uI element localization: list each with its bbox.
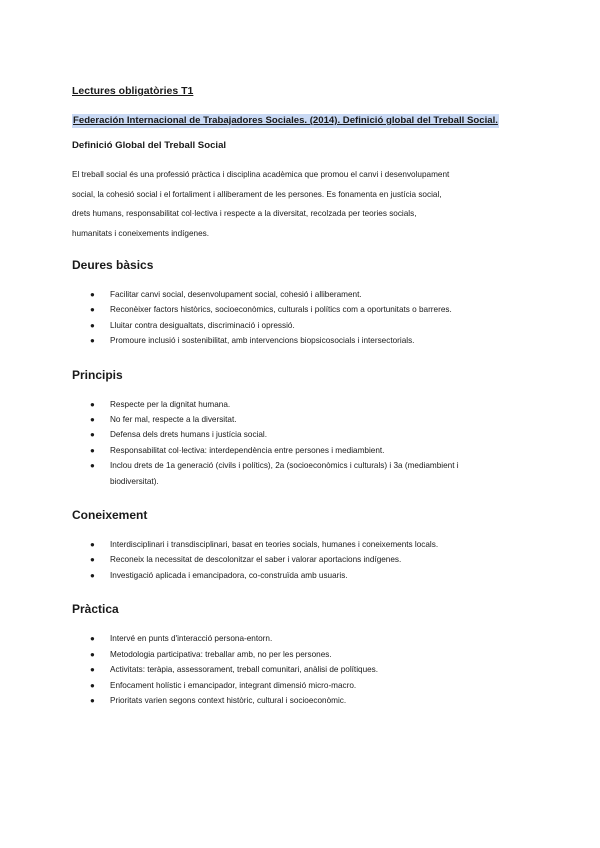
list-item — [72, 318, 532, 333]
section-subtitle: Definició Global del Treball Social — [72, 140, 227, 151]
bullet-icon: ● — [90, 540, 95, 550]
list-item — [72, 647, 532, 662]
intro-paragraph — [72, 165, 532, 243]
bullet-list — [72, 537, 532, 583]
list-item — [72, 662, 532, 677]
bullet-list — [72, 631, 532, 708]
document-content — [72, 84, 532, 726]
list-item-text: Prioritats varien segons context històric, cultural i socioeconòmic. — [110, 695, 347, 705]
bullet-icon: ● — [90, 665, 95, 675]
list-item-text: Promoure inclusió i sostenibilitat, amb intervencions biopsicosocials i intersectorials. — [110, 336, 415, 346]
list-item-text: Lluitar contra desigualtats, discriminació i opressió. — [110, 320, 295, 330]
bullet-icon: ● — [90, 399, 95, 409]
list-item-text: biodiversitat). — [110, 476, 159, 486]
intro-line: drets humans, responsabilitat col·lectiva i respecte a la diversitat, recolzada per teories socials, — [72, 209, 417, 218]
list-item — [72, 397, 532, 412]
list-item-text: Reconèixer factors històrics, socioeconòmics, culturals i polítics com a oportunitats o barreres. — [110, 305, 452, 315]
bullet-icon: ● — [90, 555, 95, 565]
list-item — [72, 302, 532, 317]
list-item — [72, 333, 532, 348]
list-item — [72, 568, 532, 583]
list-item-text: Inclou drets de 1a generació (civils i polítics), 2a (socioeconòmics i culturals) i 3a (mediambient i — [110, 461, 459, 471]
list-item-text: Intervé en punts d'interacció persona-entorn. — [110, 634, 273, 644]
list-item — [72, 678, 532, 693]
list-item-text: Respecte per la dignitat humana. — [110, 399, 231, 409]
bullet-icon: ● — [90, 570, 95, 580]
bullet-icon: ● — [90, 305, 95, 315]
list-item — [72, 287, 532, 302]
list-item-text: Defensa dels drets humans i justícia social. — [110, 430, 268, 440]
list-item — [72, 427, 532, 442]
list-item-text: Reconeix la necessitat de descolonitzar el saber i valorar aportacions indígenes. — [110, 555, 402, 565]
bullet-icon: ● — [90, 461, 95, 471]
list-item-text: Metodologia participativa: treballar amb, no per les persones. — [110, 649, 332, 659]
intro-line: social, la cohesió social i el fortaliment i alliberament de les persones. Es fonamenta en justícia social, — [72, 189, 442, 199]
bullet-icon: ● — [90, 415, 95, 425]
list-item-text: Investigació aplicada i emancipadora, co-construïda amb usuaris. — [110, 570, 348, 580]
list-item — [72, 443, 532, 458]
sections-container — [72, 257, 532, 708]
bullet-icon: ● — [90, 445, 95, 455]
bullet-icon: ● — [90, 290, 95, 299]
intro-line: El treball social és una professió pràctica i disciplina acadèmica que promou el canvi i desenvolupament — [72, 170, 450, 179]
document-title: Lectures obligatòries T1 — [72, 85, 194, 97]
list-item-text: Responsabilitat col·lectiva: interdependència entre persones i mediambient. — [110, 445, 385, 455]
bullet-icon: ● — [90, 634, 95, 644]
list-item — [72, 693, 532, 708]
list-item — [72, 631, 532, 646]
list-item — [72, 412, 532, 427]
intro-line: humanitats i coneixements indígenes. — [72, 228, 209, 238]
list-item-text: No fer mal, respecte a la diversitat. — [110, 415, 237, 425]
section-heading: Pràctica — [72, 602, 119, 617]
bullet-icon: ● — [90, 336, 95, 346]
list-item-text: Interdisciplinari i transdisciplinari, basat en teories socials, humanes i coneixements locals. — [110, 540, 439, 550]
bullet-icon: ● — [90, 320, 95, 330]
list-item-text: Facilitar canvi social, desenvolupament social, cohesió i alliberament. — [110, 290, 362, 299]
bullet-icon: ● — [90, 430, 95, 440]
list-item — [72, 552, 532, 567]
list-item-text: Activitats: teràpia, assessorament, treball comunitari, anàlisi de polítiques. — [110, 665, 379, 675]
bullet-list — [72, 397, 532, 489]
list-item-text: Enfocament holístic i emancipador, integrant dimensió micro-macro. — [110, 680, 357, 690]
bullet-icon: ● — [90, 680, 95, 690]
bullet-icon: ● — [90, 649, 95, 659]
highlighted-reference: Federación Internacional de Trabajadores Sociales. (2014). Definició global del Treball Social. — [73, 115, 498, 126]
bullet-icon: ● — [90, 695, 95, 705]
section-heading: Deures bàsics — [72, 258, 154, 272]
bullet-list — [72, 287, 532, 349]
section-heading: Coneixement — [72, 508, 148, 523]
list-item — [72, 537, 532, 552]
list-item — [72, 458, 532, 489]
section-heading: Principis — [72, 367, 123, 382]
